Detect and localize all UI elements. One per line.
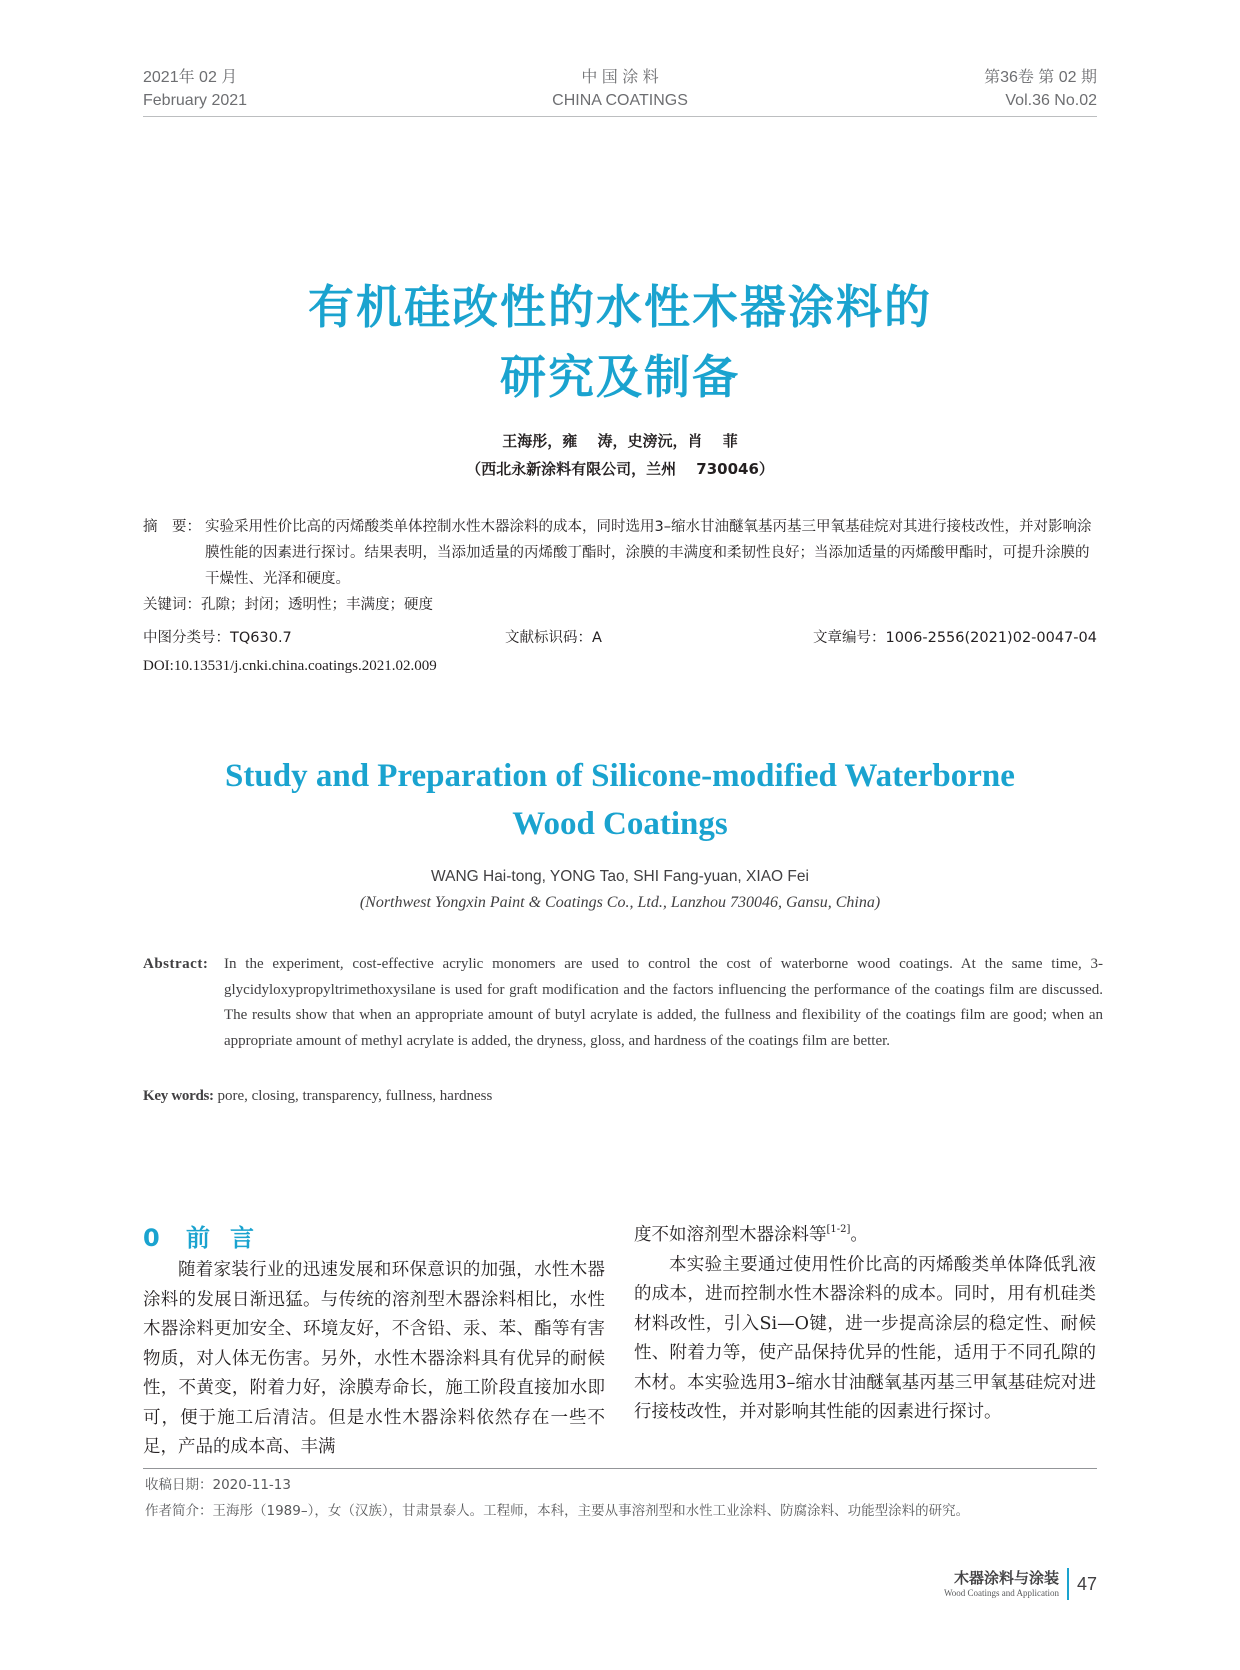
authors-en: WANG Hai-tong, YONG Tao, SHI Fang-yuan, XIAO Fei: [431, 868, 809, 885]
title-cn-line2: 研究及制备: [500, 350, 740, 404]
footnote-divider: [143, 1468, 1097, 1469]
title-en-line1: Study and Preparation of Silicone-modified Waterborne: [225, 758, 1015, 794]
paper-title-en: [0, 752, 1240, 848]
paper-title-cn: [0, 272, 1240, 412]
section-title: 前言: [186, 1224, 274, 1252]
running-header-issue: [984, 66, 1097, 112]
header-journal-cn: 中 国 涂 料: [581, 69, 659, 86]
intro-paragraph-2: 本实验主要通过使用性价比高的丙烯酸类单体降低乳液的成本，进而控制水性木器涂料的成本。同时，用有机硅类材料改性，引入Si—O键，进一步提高涂层的稳定性、耐候性、附着力等，使产品保持优异的性能，适用于不同孔隙的木材。本实验选用3–缩水甘油醚氧基丙基三甲氧基硅烷对进行接枝改性，并对影响其性能的因素进行探讨。: [634, 1254, 1096, 1422]
footer-journal-en: Wood Coatings and Application: [943, 1588, 1059, 1598]
abstract-en-text: In the experiment, cost-effective acrylic monomers are used to control the cost of waterborne wood coatings. At the same time, 3-glycidyloxypropyltrimethoxysilane is used for graft modification and the factors influencing the performance of the coatings film are discussed. The results show that when an appropriate amount of butyl acrylate is added, the fullness and flexibility of the coatings film are good; when an appropriate amount of methyl acrylate is added, the dryness, gloss, and hardness of the coatings film are better.: [224, 956, 1103, 1049]
keywords-en-label: Key words:: [143, 1088, 214, 1104]
citation-ref: [1-2]: [826, 1224, 851, 1235]
header-divider: [143, 116, 1097, 117]
document-code: 文献标识码：A: [505, 630, 602, 646]
page-number: 47: [1076, 1573, 1097, 1594]
keywords-en: [143, 1084, 492, 1109]
body-column-right: [634, 1221, 1096, 1428]
affiliation-en: (Northwest Yongxin Paint & Coatings Co., Ltd., Lanzhou 730046, Gansu, China): [359, 894, 881, 911]
page-footer: [944, 1568, 1097, 1600]
header-journal-en: CHINA COATINGS: [552, 92, 688, 109]
keywords-cn: 关键词：孔隙；封闭；透明性；丰满度；硬度: [143, 597, 433, 613]
footnote-received-date: 收稿日期：2020-11-13: [145, 1477, 291, 1493]
footnote-author-bio: 作者简介：王海彤（1989–），女（汉族），甘肃景泰人。工程师，本科，主要从事溶剂型和水性工业涂料、防腐涂料、功能型涂料的研究。: [145, 1503, 970, 1519]
abstract-cn-label: 摘 要：: [143, 519, 201, 535]
abstract-cn: [143, 514, 1097, 592]
title-cn-line1: 有机硅改性的水性木器涂料的: [308, 280, 932, 334]
intro-paragraph-1: 随着家装行业的迅速发展和环保意识的加强，水性木器涂料的发展日渐迅猛。与传统的溶剂型木器涂料相比，水性木器涂料更加安全、环境友好，不含铅、汞、苯、酯等有害物质，对人体无伤害。另外，水性木器涂料具有优异的耐候性，不黄变，附着力好，涂膜寿命长，施工阶段直接加水即可，便于施工后清洁。但是水性木器涂料依然存在一些不足，产品的成本高、丰满: [143, 1260, 605, 1457]
article-number: 文章编号：1006-2556(2021)02-0047-04: [812, 630, 1097, 646]
keywords-en-text: pore, closing, transparency, fullness, hardness: [217, 1088, 493, 1104]
abstract-en-label: Abstract:: [143, 956, 209, 972]
footer-journal: [944, 1569, 1067, 1599]
continued-text: 度不如溶剂型木器涂料等: [634, 1225, 827, 1245]
header-date-cn: 2021年 02 月: [143, 69, 238, 86]
abstract-cn-text: 实验采用性价比高的丙烯酸类单体控制水性木器涂料的成本，同时选用3–缩水甘油醚氧基丙基三甲氧基硅烷对其进行接枝改性，并对影响涂膜性能的因素进行探讨。结果表明，当添加适量的丙烯酸丁酯时，涂膜的丰满度和柔韧性良好；当添加适量的丙烯酸甲酯时，可提升涂膜的干燥性、光泽和硬度。: [205, 519, 1092, 587]
header-issue-cn: 第36卷 第 02 期: [984, 69, 1097, 86]
abstract-en: [143, 952, 1103, 1054]
clc-number: 中图分类号：TQ630.7: [143, 630, 292, 646]
section-heading-introduction: [143, 1222, 274, 1254]
body-column-left: [143, 1256, 605, 1463]
authors-cn: 王海彤，雍 涛，史滂沅，肖 菲: [502, 432, 738, 450]
continued-end: 。: [850, 1225, 868, 1245]
doi: DOI:10.13531/j.cnki.china.coatings.2021.02.009: [143, 658, 437, 674]
intro-paragraph-1-continued: [634, 1221, 1096, 1251]
header-date-en: February 2021: [143, 92, 248, 109]
title-en-line2: Wood Coatings: [512, 806, 728, 842]
section-number: 0: [143, 1224, 160, 1252]
affiliation-cn: （西北永新涂料有限公司，兰州 730046）: [466, 460, 774, 478]
running-header-journal: [520, 66, 720, 112]
running-header-date: [143, 66, 247, 112]
header-issue-en: Vol.36 No.02: [1005, 92, 1097, 109]
footer-journal-cn: 木器涂料与涂装: [953, 1569, 1059, 1587]
